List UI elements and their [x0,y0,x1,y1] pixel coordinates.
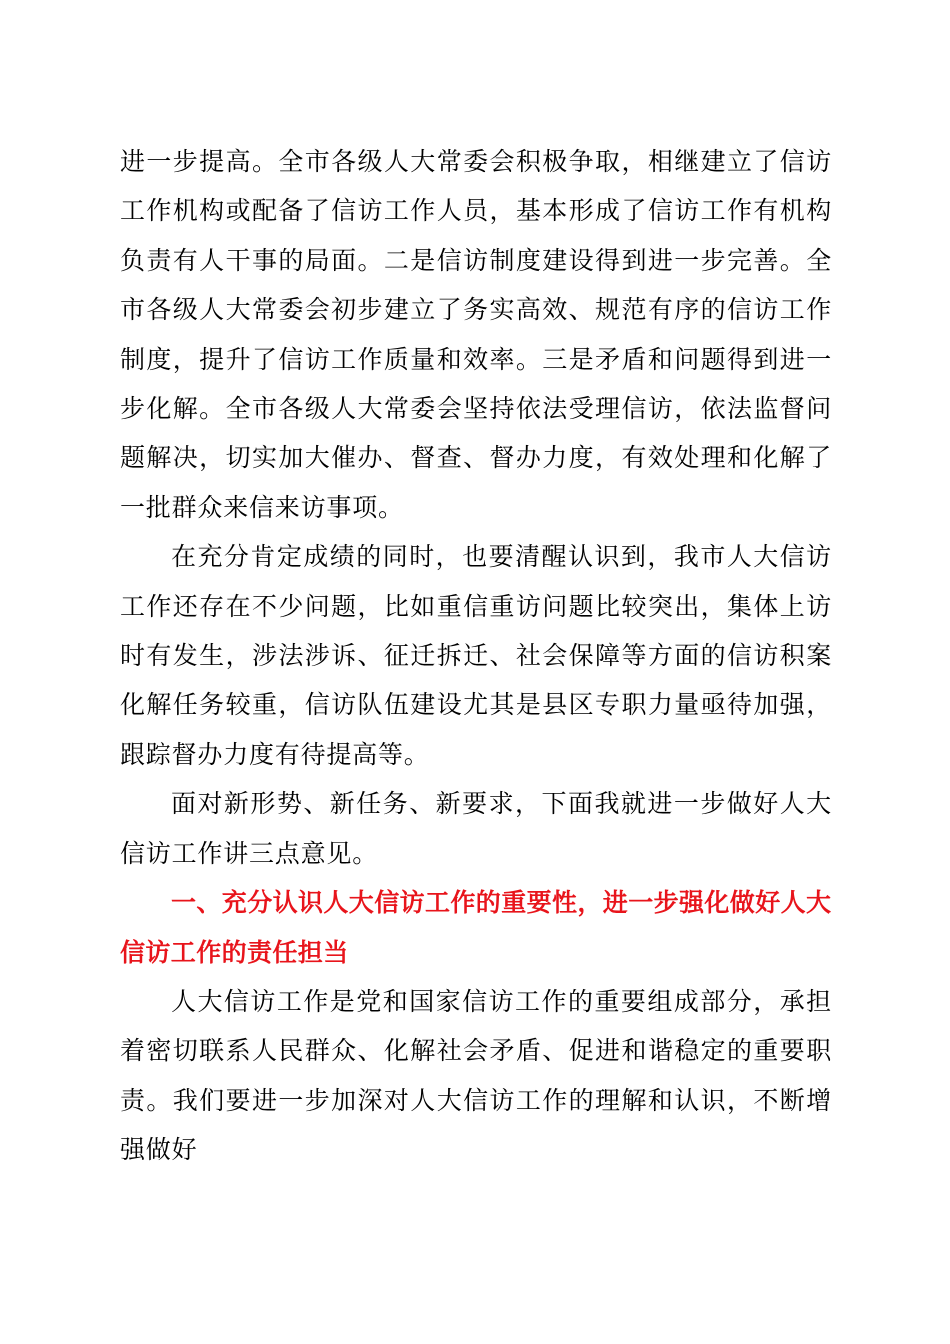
body-paragraph-continuation: 进一步提高。全市各级人大常委会积极争取，相继建立了信访工作机构或配备了信访工作人员，基本形成了信访工作有机构负责有人干事的局面。二是信访制度建设得到进一步完善。全市各级人大常委会初步建立了务实高效、规范有序的信访工作制度，提升了信访工作质量和效率。三是矛盾和问题得到进一步化解。全市各级人大常委会坚持依法受理信访，依法监督问题解决，切实加大催办、督查、督办力度，有效处理和化解了一批群众来信来访事项。 [120,147,832,522]
section-heading-1: 一、充分认识人大信访工作的重要性，进一步强化做好人大信访工作的责任担当 [120,888,832,967]
body-paragraph-section-1: 人大信访工作是党和国家信访工作的重要组成部分，承担着密切联系人民群众、化解社会矛盾、促进和谐稳定的重要职责。我们要进一步加深对人大信访工作的理解和认识，不断增强做好 [120,986,832,1165]
document-page [120,137,832,1175]
body-paragraph-intro: 面对新形势、新任务、新要求，下面我就进一步做好人大信访工作讲三点意见。 [120,789,832,868]
body-paragraph-problems: 在充分肯定成绩的同时，也要清醒认识到，我市人大信访工作还存在不少问题，比如重信重访问题比较突出，集体上访时有发生，涉法涉诉、征迁拆迁、社会保障等方面的信访积案化解任务较重，信访队伍建设尤其是县区专职力量亟待加强，跟踪督办力度有待提高等。 [120,542,832,769]
